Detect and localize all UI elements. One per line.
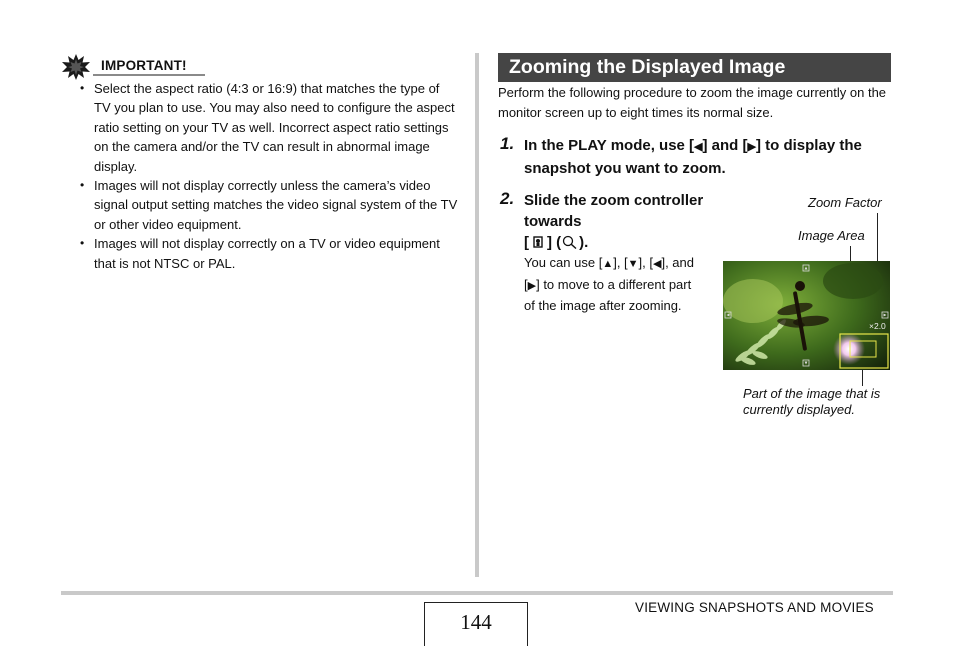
up-arrow-icon: ▲ [602,258,614,270]
footer-section-title: VIEWING SNAPSHOTS AND MOVIES [635,600,874,615]
camera-screen-image [723,261,890,370]
step-2-body-c: ], [ [638,255,653,270]
step-2-body [524,253,699,316]
zoom-factor-value: ×2.0 [869,321,886,331]
step-2-text-c: ] ( [547,234,562,251]
footer-rule [61,591,893,595]
important-label: IMPORTANT! [101,58,187,73]
column-divider [475,53,479,577]
right-arrow-icon: ▶ [747,141,756,153]
important-bullet-2: • Images will not display correctly unless the camera’s video signal output setting matches the video signal system of the TV or other video equipment. [78,176,458,234]
step-1-text-c: ] to display the snapshot you want to zoom. [524,137,862,177]
step-2-body-e: ] to move to a different part of the image after zooming. [524,276,692,313]
step-2-text-a: Slide the zoom controller towards [524,192,704,230]
important-burst-icon [62,54,90,80]
step-2-text-b: [ [524,234,529,251]
step-1-text-b: ] and [ [702,137,748,154]
section-heading: Zooming the Displayed Image [498,53,891,82]
magnifier-icon [561,235,579,249]
page-number: 144 [424,602,528,646]
displayed-part-callout: Part of the image that is currently displayed. [743,386,881,417]
down-arrow-icon: ▼ [627,258,639,270]
important-bullet-3: • Images will not display correctly on a TV or video equipment that is not NTSC or PAL. [78,234,458,273]
zoom-factor-callout: Zoom Factor [808,195,882,210]
dragonfly-photo [723,261,890,370]
step-2-body-b: ], [ [613,255,628,270]
important-list [78,79,458,273]
right-arrow-icon: ▶ [527,279,537,292]
image-area-callout: Image Area [798,228,865,243]
zoom-tele-icon [529,235,547,249]
step-2-text-d: ). [579,234,589,251]
section-intro: Perform the following procedure to zoom the image currently on the monitor screen up to eight times its normal size. [498,85,887,120]
step-2-body-a: You can use [ [524,255,603,270]
step-1-text-a: In the PLAY mode, use [ [524,137,695,154]
left-arrow-icon: ◀ [694,141,703,153]
important-bullet-1: • Select the aspect ratio (4:3 or 16:9) that matches the type of TV you plan to use. You may also need to configure the aspect ratio setting on your TV as well. Incorrect aspect ratio settings on the camera and/or the TV can result in abnormal image display. [78,79,458,176]
step-2-number: 2. [500,189,515,208]
step-2-text [524,190,704,253]
step-1-number: 1. [500,134,515,153]
step-2-body-d: ], and [ [524,255,694,292]
important-underline [93,74,205,76]
left-arrow-icon: ◀ [653,258,662,270]
step-1-text [524,135,894,179]
